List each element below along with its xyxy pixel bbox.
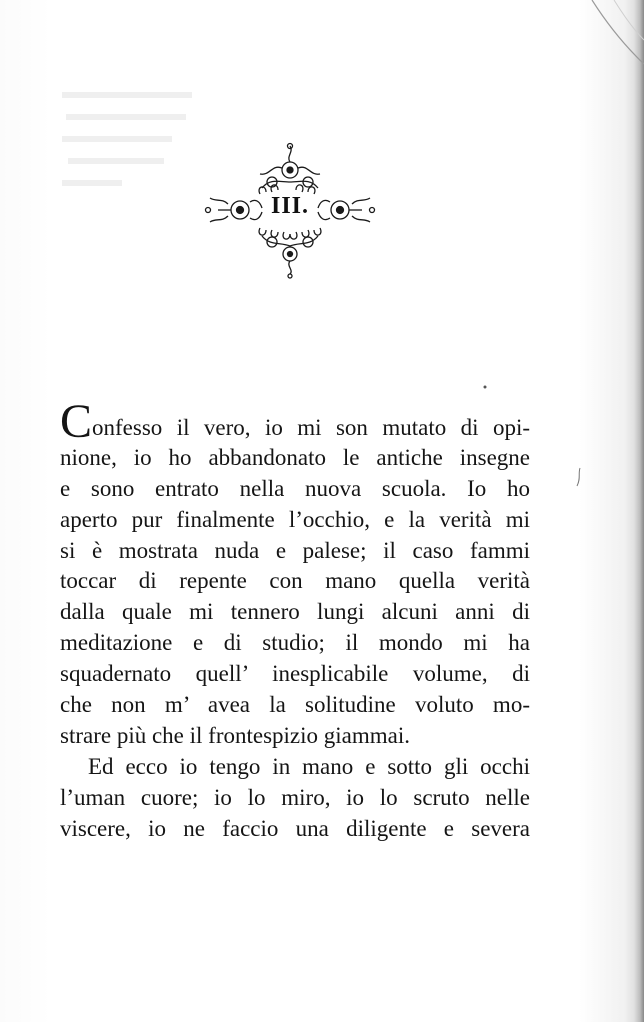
text-line: e sono entrato nella nuova scuola. Io ho <box>60 475 530 501</box>
drop-cap: C <box>60 395 93 448</box>
text-line: nione, io ho abbandonato le antiche insegne <box>60 444 530 470</box>
text-line: viscere, io ne faccio una diligente e severa <box>60 815 530 841</box>
text-line: l’uman cuore; io lo miro, io lo scruto nelle <box>60 784 530 810</box>
paper-speck <box>482 384 488 390</box>
text-line: toccar di repente con mano quella verità <box>60 568 530 594</box>
paragraph-start-line: Ed ecco io tengo in mano e sotto gli occhi <box>88 753 530 779</box>
text-line: si è mostrata nuda e palese; il caso fammi <box>60 537 530 563</box>
page-corner-fold <box>584 0 644 80</box>
text-line: che non m’ avea la solitudine voluto mo- <box>60 692 530 718</box>
text-line: aperto pur finalmente l’occhio, e la verità mi <box>60 506 530 532</box>
bleed-through-text <box>62 84 202 194</box>
first-line-text: onfesso il vero, io mi son mutato di opi- <box>92 415 530 440</box>
page-edge-shadow <box>634 0 644 1022</box>
chapter-ornament <box>200 138 380 280</box>
body-text <box>60 395 530 844</box>
paragraph-end-line: strare più che il frontespizio giammai. <box>60 722 410 748</box>
text-line: squadernato quell’ inesplicabile volume, di <box>60 661 530 687</box>
margin-speck <box>574 466 584 490</box>
text-line: dalla quale mi tennero lungi alcuni anni di <box>60 599 530 625</box>
text-line: meditazione e di studio; il mondo mi ha <box>60 630 530 656</box>
text-line <box>60 395 530 448</box>
chapter-numeral: III. <box>270 193 310 219</box>
